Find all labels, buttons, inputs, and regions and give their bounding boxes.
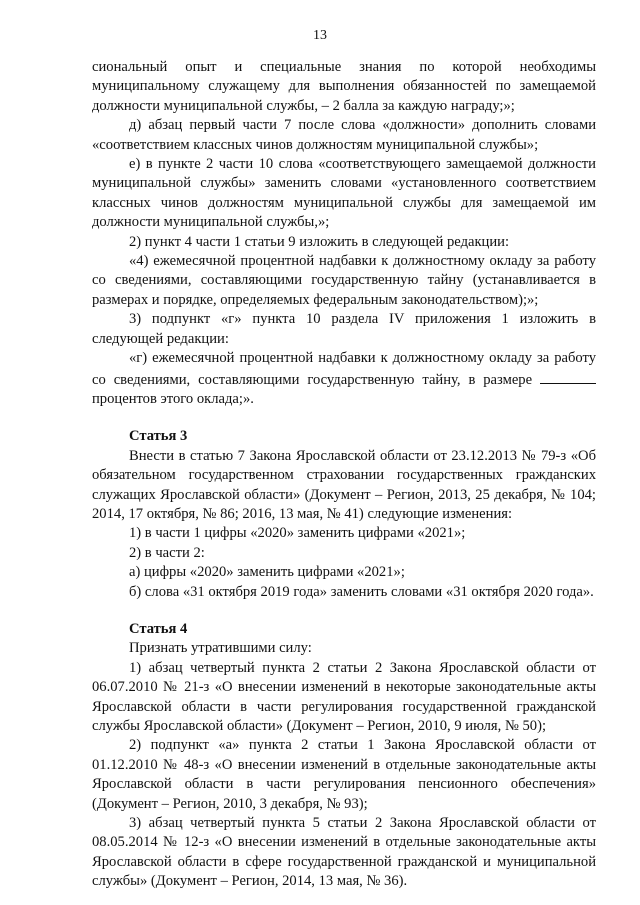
article-3-paragraph: а) цифры «2020» заменить цифрами «2021»;: [129, 564, 405, 581]
article-3-paragraph: 1) в части 1 цифры «2020» заменить цифрами «2021»;: [129, 525, 466, 542]
paragraph: 3) подпункт «г» пункта 10 раздела IV приложения 1 изложить в следующей редакции:: [92, 311, 596, 347]
article-4-paragraph: Признать утратившими силу:: [129, 640, 312, 657]
paragraph-text-after-blank: процентов этого оклада;».: [92, 390, 254, 407]
paragraph: 2) пункт 4 части 1 статьи 9 изложить в следующей редакции:: [129, 233, 510, 250]
article-4-paragraph: 2) подпункт «а» пункта 2 статьи 1 Закона Ярославской области от 01.12.2010 № 48-з «О внесении изменений в отдельные законодательные акты Ярославской области в части регулирования пенсионного обеспечения» (Документ – Регион, 2010, 3 декабря, № 93);: [92, 737, 596, 812]
page-number: 13: [313, 28, 327, 43]
article-3-paragraph: б) слова «31 октября 2019 года» заменить словами «31 октября 2020 года».: [129, 583, 594, 600]
article-3-paragraph: Внести в статью 7 Закона Ярославской области от 23.12.2013 № 79-з «Об обязательном государственном страховании государственных гражданских служащих Ярославской области» (Документ – Регион, 2013, 25 декабря, № 104; 2014, 17 октября, № 86; 2016, 13 мая, № 41) следующие изменения:: [92, 447, 596, 522]
paragraph-with-blank: [92, 349, 596, 409]
paragraph: сиональный опыт и специальные знания по которой необходимы муниципальному служащему для выполнения обязанностей по замещаемой должности муниципальной службы, – 2 балла за каждую награду;»;: [92, 59, 596, 114]
article-3-paragraph: 2) в части 2:: [129, 544, 205, 561]
article-4-paragraph: 1) абзац четвертый пункта 2 статьи 2 Закона Ярославской области от 06.07.2010 № 21-з «О внесении изменений в некоторые законодательные акты Ярославской области в части регулирования государственной гражданской службы Ярославской области» (Документ – Регион, 2010, 9 июля, № 50);: [92, 659, 596, 734]
paragraph: д) абзац первый части 7 после слова «должности» дополнить словами «соответствием классных чинов должностям муниципальной службы»;: [92, 117, 596, 153]
article-3-heading: Статья 3: [129, 428, 188, 445]
paragraph: «4) ежемесячной процентной надбавки к должностному окладу за работу со сведениями, составляющими государственную тайну (устанавливается в размерах и порядке, определяемых федеральным законодательством);»;: [92, 253, 596, 308]
article-4-paragraph: 3) абзац четвертый пункта 5 статьи 2 Закона Ярославской области от 08.05.2014 № 12-з «О внесении изменений в отдельные законодательные акты Ярославской области в сфере государственной гражданской и муниципальной службы» (Документ – Регион, 2014, 13 мая, № 36).: [92, 815, 596, 890]
paragraph: е) в пункте 2 части 10 слова «соответствующего замещаемой должности муниципальной службы» заменить словами «установленного соответствием классных чинов должностям муниципальной службы для замещаемой им должности муниципальной службы,»;: [92, 156, 596, 231]
paragraph-text-before-blank: «г) ежемесячной процентной надбавки к должностному окладу за работу со сведениями, составляющими государственную тайну, в размере: [92, 350, 596, 388]
document-body: [92, 58, 596, 892]
article-4-heading: Статья 4: [129, 620, 188, 637]
blank-line: [540, 369, 596, 384]
